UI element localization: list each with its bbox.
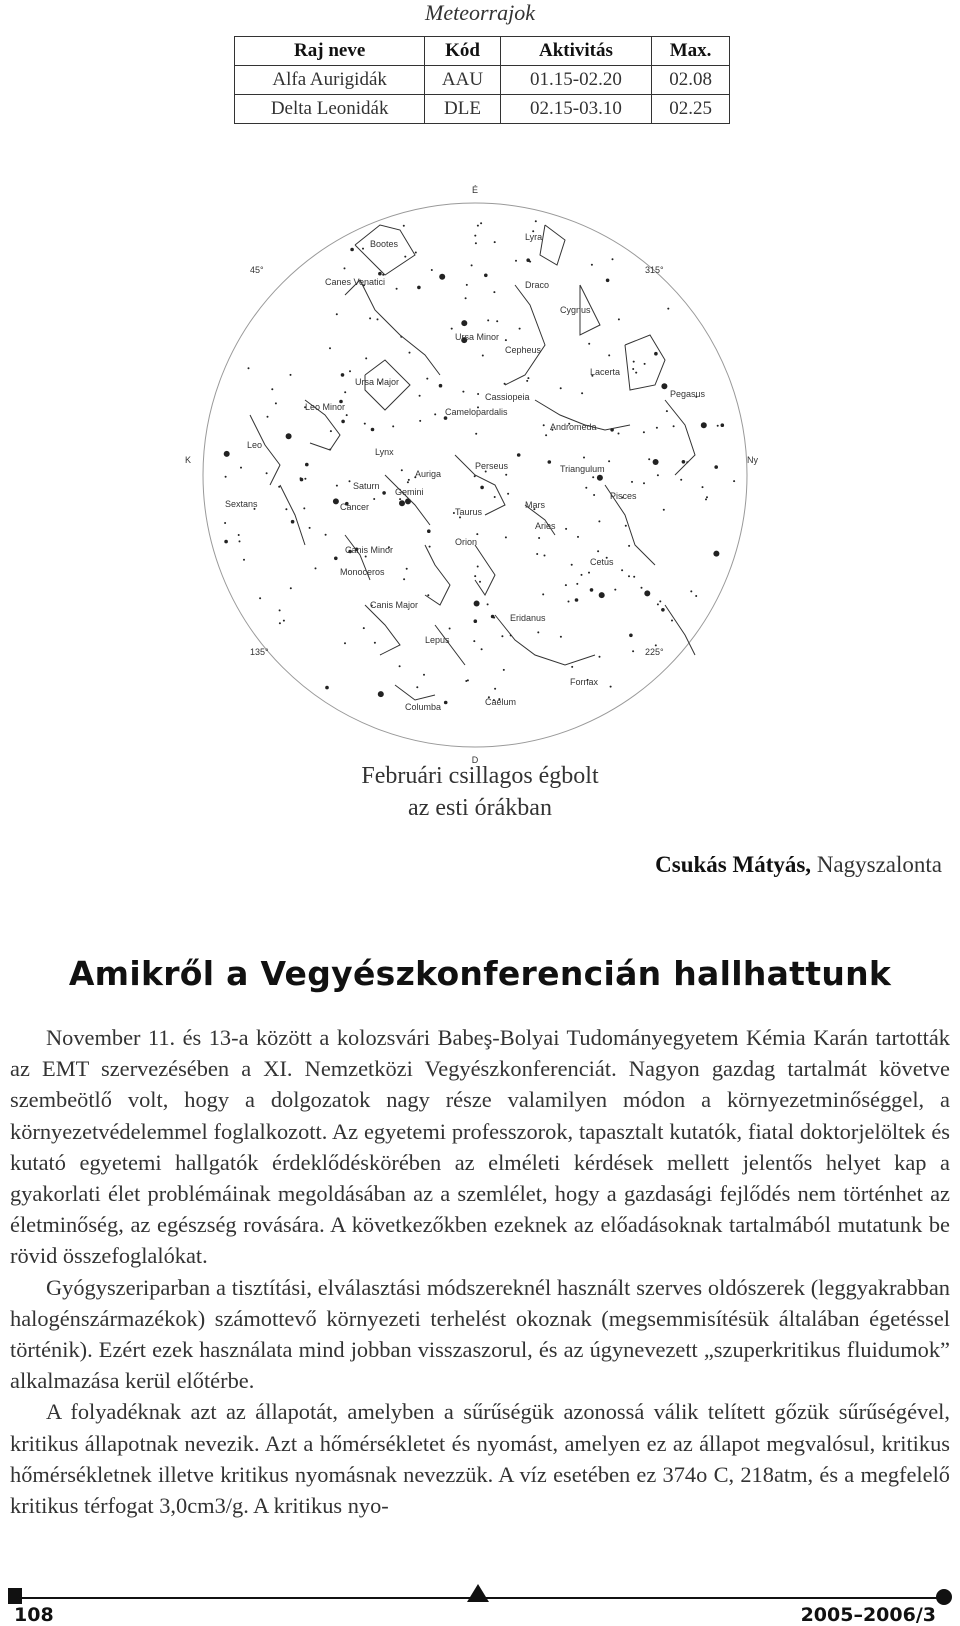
- star-dot: [240, 467, 242, 469]
- constellation-label: Ursa Major: [355, 377, 400, 387]
- star-dot: [416, 686, 418, 688]
- star-dot: [505, 474, 507, 476]
- star-dot: [713, 551, 719, 557]
- star-dot: [577, 536, 579, 538]
- star-dot: [493, 617, 495, 619]
- star-dot: [659, 600, 661, 602]
- star-dot: [426, 378, 428, 380]
- column-header: Aktivitás: [500, 37, 652, 66]
- star-dot: [471, 264, 473, 266]
- star-dot: [598, 520, 600, 522]
- star-dot: [474, 575, 476, 577]
- star-dot: [588, 343, 590, 345]
- star-dot: [290, 587, 292, 589]
- star-dot: [305, 463, 309, 467]
- star-dot: [571, 666, 573, 668]
- star-dot: [666, 410, 668, 412]
- constellation-label: Cassiopeia: [485, 392, 530, 402]
- table-cell: Delta Leonidák: [235, 95, 425, 124]
- star-dot: [648, 458, 650, 460]
- star-dot: [423, 674, 425, 676]
- constellation-label: Gemini: [395, 487, 424, 497]
- star-dot: [462, 391, 464, 393]
- star-dot: [494, 688, 496, 690]
- star-dot: [581, 574, 583, 576]
- constellation-lines: [250, 225, 695, 700]
- star-dot: [701, 422, 707, 428]
- star-dot: [346, 414, 348, 416]
- star-dot: [608, 354, 610, 356]
- paragraph: A folyadéknak azt az állapotát, amelyben a sűrűségük azonossá válik telített gőzük sűrűségével, kritikus állapotnak nevezik. Azt a hőmérsékletet és nyomást, amelyen ez az állapot megvalósul, kritikus hőmérsékletnek illetve kritikus nyomásnak nevezzük. A víz esetében ez 374o C, 218atm, és a megfelelő kritikus térfogat 3,0cm3/g. A kritikus nyo-: [10, 1399, 950, 1519]
- star-dot: [581, 392, 583, 394]
- star-dot: [415, 252, 417, 254]
- compass-south: D: [471, 755, 479, 765]
- star-dot: [350, 248, 354, 252]
- star-dot: [631, 481, 633, 483]
- column-header: Max.: [652, 37, 730, 66]
- star-dot: [641, 587, 643, 589]
- star-dot: [378, 272, 382, 276]
- star-dot: [373, 498, 375, 500]
- star-dot: [407, 481, 409, 483]
- star-dot: [635, 372, 637, 374]
- constellation-label: Lyra: [525, 232, 543, 242]
- column-header: Kód: [425, 37, 500, 66]
- constellation-label: Cetus: [590, 557, 614, 567]
- star-dot: [466, 284, 468, 286]
- star-dot: [610, 686, 612, 688]
- compass-north: É: [471, 185, 479, 195]
- star-dot: [680, 479, 682, 481]
- star-dot: [592, 476, 594, 478]
- compass-west: Ny: [747, 455, 758, 465]
- star-dot: [487, 319, 489, 321]
- star-dot: [392, 425, 394, 427]
- star-dot: [548, 460, 552, 464]
- star-dot: [477, 566, 479, 568]
- constellation-label: Cancer: [340, 502, 370, 512]
- star-dot: [487, 603, 489, 605]
- meteor-shower-table: [234, 36, 730, 124]
- star-dot: [628, 545, 630, 547]
- star-dot: [259, 597, 261, 599]
- table-cell: DLE: [425, 95, 500, 124]
- star-dot: [606, 279, 610, 283]
- column-header: Raj neve: [235, 37, 425, 66]
- star-dot: [225, 476, 227, 478]
- running-header: [0, 0, 960, 26]
- constellation-label: Pegasus: [670, 389, 706, 399]
- constellation-label: Cepheus: [505, 345, 542, 355]
- star-dot: [286, 433, 292, 439]
- star-dot: [597, 475, 603, 481]
- article-body: [10, 1022, 950, 1521]
- star-dot: [275, 402, 277, 404]
- constellation-label: Columba: [405, 702, 442, 712]
- star-dot: [608, 460, 610, 462]
- star-dot: [239, 540, 241, 542]
- issue-number: 2005–2006/3: [800, 1604, 936, 1626]
- table-row: [235, 95, 730, 124]
- constellation-label: Aries: [535, 521, 556, 531]
- star-dot: [449, 628, 451, 630]
- star-dot: [291, 520, 295, 524]
- star-dot: [667, 308, 669, 310]
- star-dot: [419, 420, 421, 422]
- star-dot: [304, 478, 306, 480]
- star-dot: [325, 534, 327, 536]
- figure-caption: [0, 760, 960, 824]
- compass-east: K: [185, 455, 192, 465]
- angle-label: 315°: [645, 265, 664, 275]
- star-dot: [224, 451, 230, 457]
- star-dot: [341, 420, 345, 424]
- star-dot: [278, 486, 280, 488]
- star-dot: [429, 546, 431, 548]
- star-dot: [325, 686, 329, 690]
- star-dot: [399, 498, 401, 500]
- author-place: Nagyszalonta: [816, 852, 942, 877]
- paragraph: November 11. és 13-a között a kolozsvári Babeş-Bolyai Tudományegyetem Kémia Karán tartották az EMT szervezésében a XI. Nemzetközi Vegyészkonferenciát. Nagyon gazdag tartalmát követve szembeötlő volt, hogy a dolgozatok nagy része valamilyen módon a környezetminőséggel, a környezetvédelemmel foglalkozott. Az egyetemi professzorok, tapasztalt kutatók, fiatal doktorjelöltek és kutató egyetemi hallgatók érdeklődéskörében az elméleti kérdések mellett jelentős helyet kap a gyakorlati élet problémáinak megoldásában az a szemlélet, hogy a gazdasági fejlődés nem történhet az életminőség, az egészség rovására. A következőkben ezeknek az előadásoknak tartalmából mutatunk be rövid összefoglalókat.: [10, 1025, 950, 1269]
- star-dot: [618, 318, 620, 320]
- star-dot: [344, 391, 346, 393]
- star-dot: [344, 642, 346, 644]
- star-dot: [682, 460, 686, 464]
- table-cell: 02.08: [652, 66, 730, 95]
- star-dot: [593, 494, 595, 496]
- star-dot: [480, 222, 482, 224]
- table-cell: AAU: [425, 66, 500, 95]
- star-dot: [545, 434, 547, 436]
- footer-triangle-ornament: [467, 1584, 489, 1602]
- star-dot: [560, 387, 562, 389]
- constellation-label: Cygnus: [560, 305, 591, 315]
- author-line: [655, 852, 942, 878]
- star-dot: [285, 508, 287, 510]
- constellation-label: Lepus: [425, 635, 450, 645]
- star-dot: [695, 595, 697, 597]
- star-dot: [588, 572, 590, 574]
- star-dot: [507, 493, 509, 495]
- star-dot: [496, 320, 498, 322]
- star-dot: [494, 241, 496, 243]
- star-dot: [538, 537, 540, 539]
- star-dot: [378, 691, 384, 697]
- star-dot: [336, 313, 338, 315]
- star-dot: [503, 669, 505, 671]
- star-dot: [363, 627, 365, 629]
- paragraph: Gyógyszeriparban a tisztítási, elválasztási módszereknél használt szerves oldószerek (leggyakrabban halogénszármazékok) számottevő környezeti terhelést okoznak (megsemmisítésük általában égetéssel történik). Ezért ezek használata mind jobban visszaszorul, és az úgynevezett „szuperkritikus fluidumok” alkalmazása kerül előtérbe.: [10, 1274, 950, 1394]
- star-dot: [612, 258, 614, 260]
- star-dot: [632, 650, 634, 652]
- footer-square-ornament: [8, 1588, 22, 1604]
- star-dot: [431, 269, 433, 271]
- star-dot: [653, 459, 659, 465]
- constellation-label: Camelopardalis: [445, 407, 508, 417]
- constellation-label: Sextans: [225, 499, 258, 509]
- angle-label: 45°: [250, 265, 264, 275]
- star-dot: [334, 557, 338, 561]
- star-dot: [444, 701, 448, 705]
- star-dot: [279, 609, 281, 611]
- star-dot: [519, 328, 521, 330]
- star-dot: [403, 578, 405, 580]
- star-dot: [614, 589, 616, 591]
- star-dot: [702, 486, 704, 488]
- star-dot: [248, 367, 250, 369]
- constellation-label: Mars: [525, 500, 545, 510]
- table-row: [235, 66, 730, 95]
- star-map: [185, 185, 765, 765]
- star-dot: [369, 317, 371, 319]
- star-dot: [371, 428, 375, 432]
- star-dot: [419, 395, 421, 397]
- star-dot: [575, 598, 579, 602]
- star-dot: [243, 559, 245, 561]
- star-dot: [721, 423, 725, 427]
- star-dot: [336, 485, 338, 487]
- star-dot: [266, 472, 268, 474]
- star-dot: [405, 498, 411, 504]
- star-dot: [535, 220, 537, 222]
- constellation-label: Canes Venatici: [325, 277, 386, 287]
- star-dot: [583, 457, 585, 459]
- star-dot: [517, 453, 521, 457]
- star-dot: [333, 498, 339, 504]
- constellation-label: Orion: [455, 537, 478, 547]
- star-dot: [474, 601, 480, 607]
- star-dot: [439, 384, 443, 388]
- page-number: 108: [14, 1604, 54, 1626]
- star-dot: [482, 355, 484, 357]
- star-dot: [224, 522, 226, 524]
- star-dot: [644, 363, 646, 365]
- star-dot: [408, 479, 410, 481]
- star-dot: [404, 256, 406, 258]
- star-dot: [643, 482, 645, 484]
- constellation-label: Triangulum: [560, 464, 605, 474]
- star-dot: [733, 480, 735, 482]
- star-dot: [315, 567, 317, 569]
- constellation-label: Draco: [525, 280, 550, 290]
- article-title: Amikről a Vegyészkonferencián hallhattunk: [68, 954, 892, 993]
- star-dot: [406, 568, 408, 570]
- star-dot: [526, 380, 528, 382]
- star-dot: [585, 487, 587, 489]
- star-dot: [560, 636, 562, 638]
- star-dot: [451, 328, 453, 330]
- star-dot: [267, 416, 269, 418]
- constellation-label: Andromeda: [550, 422, 597, 432]
- star-dot: [341, 373, 345, 377]
- constellation-label: Ursa Minor: [455, 332, 500, 342]
- star-dot: [618, 433, 620, 435]
- star-dot: [537, 631, 539, 633]
- star-dot: [633, 576, 635, 578]
- star-dot: [543, 424, 545, 426]
- star-dot: [628, 575, 630, 577]
- star-dot: [403, 225, 405, 227]
- constellation-label: Bootes: [370, 239, 399, 249]
- star-dot: [656, 427, 658, 429]
- constellation-label: Taurus: [455, 507, 483, 517]
- star-dot: [439, 274, 445, 280]
- star-dot: [657, 603, 659, 605]
- star-dot: [365, 357, 367, 359]
- star-dot: [597, 550, 599, 552]
- star-dot: [477, 225, 479, 227]
- star-dot: [505, 536, 507, 538]
- table-cell: 02.15-03.10: [500, 95, 652, 124]
- star-dot: [501, 635, 503, 637]
- constellation-label: Caelum: [485, 697, 517, 707]
- star-dot: [654, 352, 658, 356]
- star-dot: [663, 509, 665, 511]
- star-dot: [643, 431, 645, 433]
- constellation-label: Lynx: [375, 447, 394, 457]
- star-dot: [671, 620, 673, 622]
- caption-line: Februári csillagos égbolt: [361, 763, 599, 789]
- star-dot: [544, 555, 546, 557]
- table-cell: Alfa Aurigidák: [235, 66, 425, 95]
- star-dot: [374, 642, 376, 644]
- star-dot: [427, 529, 431, 533]
- star-dot: [629, 634, 633, 638]
- angle-label: 225°: [645, 647, 664, 657]
- star-dot: [362, 248, 364, 250]
- star-dot: [238, 534, 240, 536]
- star-dot: [477, 393, 479, 395]
- star-dot: [625, 525, 627, 527]
- star-dot: [481, 648, 483, 650]
- star-dot: [479, 581, 481, 583]
- star-dot: [461, 320, 467, 326]
- star-dot: [474, 235, 476, 237]
- author-name: Csukás Mátyás,: [655, 852, 812, 877]
- star-dot: [309, 527, 311, 529]
- star-dot: [565, 584, 567, 586]
- star-dot: [474, 619, 478, 623]
- star-dot: [300, 477, 302, 479]
- caption-line: az esti órákban: [408, 795, 552, 821]
- constellation-label: Eridanus: [510, 613, 546, 623]
- table-cell: 01.15-02.20: [500, 66, 652, 95]
- star-dot: [473, 640, 475, 642]
- star-dot: [290, 374, 292, 376]
- running-title: Meteorrajok: [425, 0, 535, 25]
- star-dot: [505, 339, 507, 341]
- constellation-label: Perseus: [475, 461, 509, 471]
- star-dot: [271, 388, 273, 390]
- star-dot: [349, 370, 351, 372]
- star-dot: [515, 260, 517, 262]
- angle-label: 135°: [250, 647, 269, 657]
- star-dot: [224, 540, 228, 544]
- star-dot: [661, 383, 667, 389]
- star-dot: [475, 242, 477, 244]
- star-dot: [568, 601, 570, 603]
- table-header-row: [235, 37, 730, 66]
- constellation-label: Lacerta: [590, 367, 621, 377]
- star-dot: [399, 500, 405, 506]
- star-dot: [279, 622, 281, 624]
- star-dot: [599, 592, 605, 598]
- star-dot: [427, 594, 429, 596]
- star-dot: [690, 590, 692, 592]
- star-dot: [434, 413, 436, 415]
- star-dot: [303, 507, 305, 509]
- star-dot: [494, 496, 496, 498]
- star-dot: [399, 665, 401, 667]
- star-dot: [661, 608, 665, 612]
- footer-dot-ornament: [936, 1589, 952, 1605]
- star-dot: [571, 564, 573, 566]
- star-dot: [283, 620, 285, 622]
- star-dot: [621, 569, 623, 571]
- star-dot: [465, 680, 467, 682]
- star-dot: [401, 469, 403, 471]
- star-dot: [644, 590, 650, 596]
- star-dot: [396, 288, 398, 290]
- star-dot: [493, 291, 495, 293]
- star-dot: [706, 496, 708, 498]
- star-dot: [475, 433, 477, 435]
- star-dot: [576, 583, 578, 585]
- star-dot: [349, 480, 351, 482]
- star-dot: [365, 556, 367, 558]
- constellation-label: Pisces: [610, 491, 637, 501]
- star-dot: [344, 267, 346, 269]
- star-dot: [705, 498, 707, 500]
- star-dot: [599, 656, 601, 658]
- star-dot: [484, 274, 488, 278]
- star-dot: [480, 486, 484, 490]
- constellation-label: Leo: [247, 440, 263, 450]
- constellation-label: Monoceros: [340, 567, 385, 577]
- star-dot: [417, 286, 421, 290]
- star-dot: [382, 491, 386, 495]
- star-dot: [633, 361, 635, 363]
- constellation-label: Canis Minor: [345, 545, 394, 555]
- constellation-label: Leo Minor: [305, 402, 346, 412]
- star-dot: [673, 425, 675, 427]
- star-dot: [657, 474, 659, 476]
- constellation-label: Saturn: [353, 481, 380, 491]
- star-dot: [409, 352, 411, 354]
- constellation-label: Canis Major: [370, 600, 419, 610]
- star-dot: [364, 423, 366, 425]
- star-dot: [591, 264, 593, 266]
- star-dot: [714, 465, 718, 469]
- star-dot: [527, 377, 529, 379]
- star-dot: [717, 425, 719, 427]
- constellation-label: Auriga: [415, 469, 442, 479]
- star-dot: [476, 533, 478, 535]
- star-dot: [377, 318, 379, 320]
- star-dot: [536, 553, 538, 555]
- constellation-label: Fornax: [570, 677, 599, 687]
- star-dot: [632, 368, 634, 370]
- star-dot: [465, 297, 467, 299]
- star-dot: [329, 347, 331, 349]
- table-cell: 02.25: [652, 95, 730, 124]
- star-dot: [565, 528, 567, 530]
- star-dot: [542, 593, 544, 595]
- star-dot: [526, 258, 530, 262]
- star-dot: [330, 430, 332, 432]
- star-dot: [590, 588, 594, 592]
